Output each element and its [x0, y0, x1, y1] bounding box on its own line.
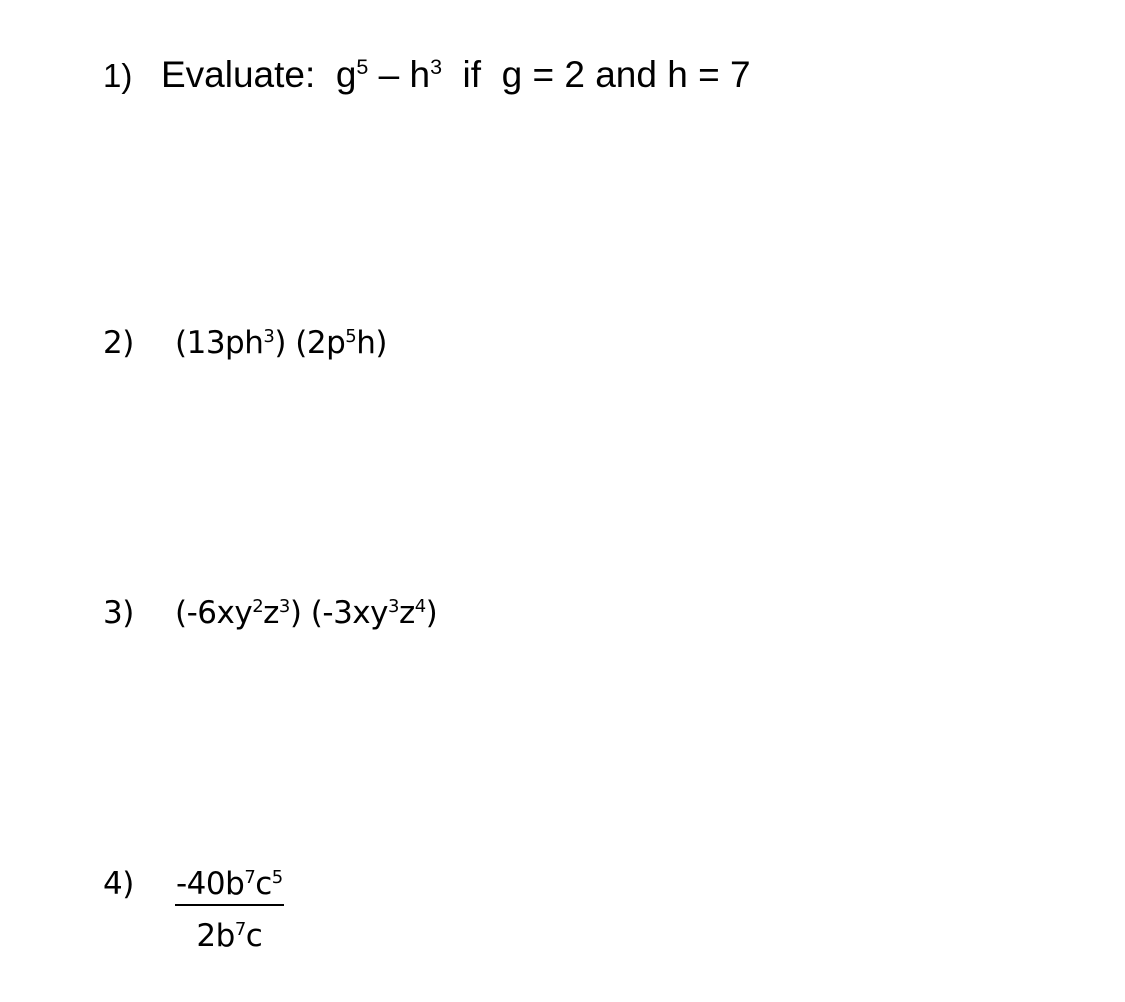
text-segment: (-6xy: [175, 595, 253, 631]
problem-expression: [175, 595, 437, 631]
exponent: 2: [252, 595, 264, 617]
problem-number: 1): [103, 57, 133, 94]
exponent: 3: [388, 595, 399, 617]
exponent: 3: [430, 54, 442, 79]
exponent: 7: [244, 866, 256, 888]
problem-number: 2): [103, 325, 134, 361]
exponent: 5: [356, 54, 369, 79]
fraction: [175, 866, 284, 954]
text-segment: ) (-3xy: [289, 595, 389, 631]
text-segment: z: [263, 595, 279, 631]
exponent: 4: [414, 595, 426, 617]
text-segment: c: [255, 866, 272, 902]
text-segment: ) (2p: [274, 325, 346, 361]
exponent: 7: [234, 918, 246, 940]
problem-4: [103, 866, 284, 954]
problem-1: [103, 54, 751, 96]
problem-2: [103, 325, 387, 361]
text-segment: (13ph: [175, 325, 264, 361]
fraction-denominator: [175, 906, 284, 954]
text-segment: z: [398, 595, 415, 631]
text-segment: 2b: [196, 918, 235, 954]
text-segment: if g = 2 and h = 7: [442, 54, 751, 95]
problem-text: [161, 54, 751, 95]
fraction-numerator: [175, 866, 284, 906]
exponent: 3: [278, 595, 290, 617]
exponent: 3: [263, 325, 275, 347]
exponent: 5: [345, 325, 357, 347]
problem-expression: [175, 325, 387, 361]
text-segment: -40b: [176, 866, 245, 902]
text-segment: h): [356, 325, 387, 361]
text-segment: c: [245, 918, 263, 954]
problem-number: 4): [103, 866, 134, 902]
exponent: 5: [271, 866, 283, 888]
text-segment: Evaluate: g: [161, 54, 357, 95]
problem-number: 3): [103, 595, 134, 631]
problem-3: [103, 595, 437, 631]
text-segment: ): [425, 595, 438, 631]
text-segment: – h: [368, 54, 431, 95]
